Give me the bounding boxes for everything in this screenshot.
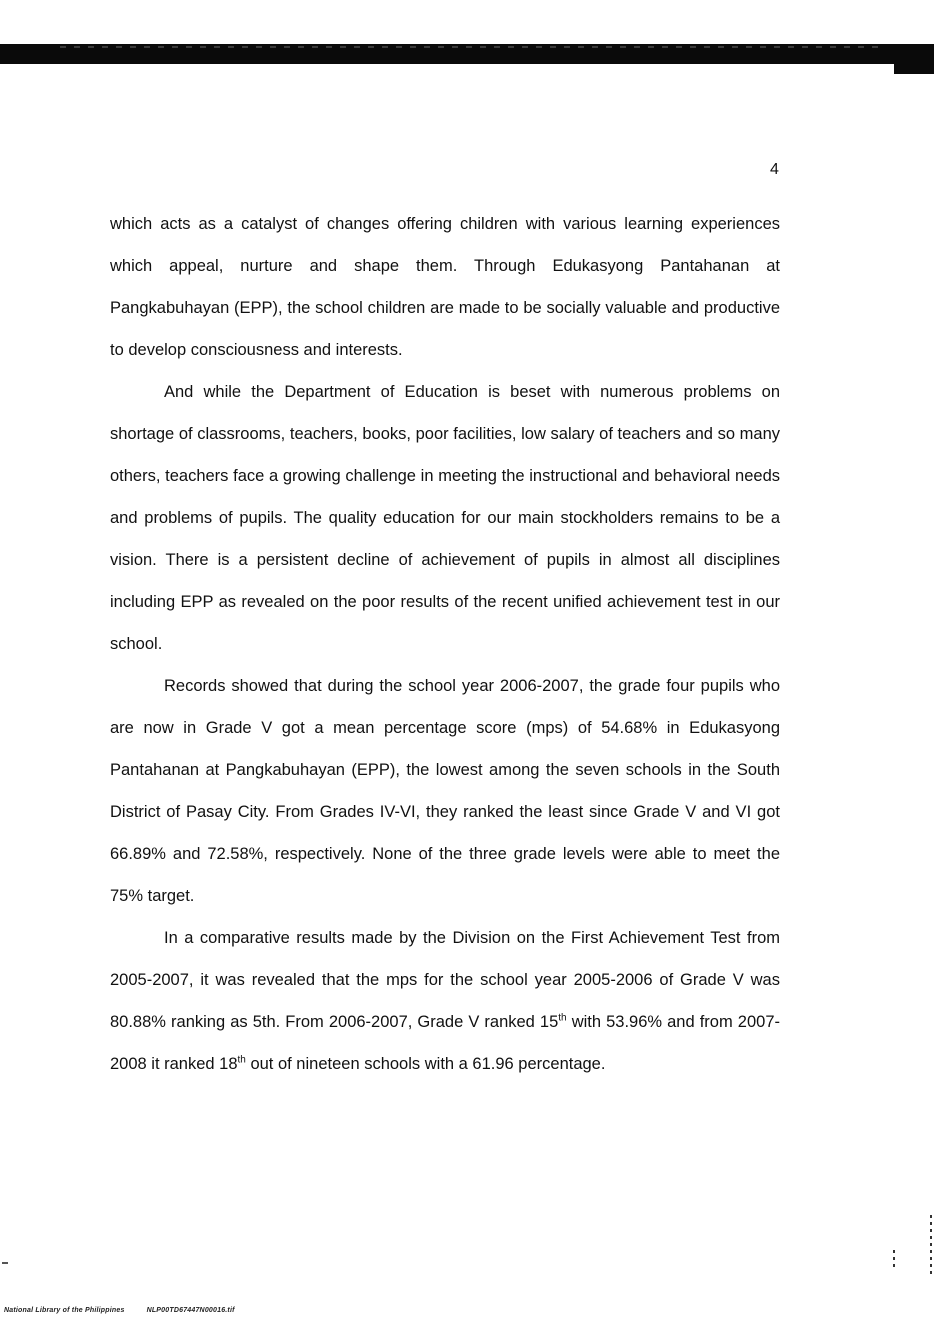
footer-stamp bbox=[4, 1307, 235, 1314]
paragraph-4 bbox=[110, 917, 780, 1085]
paragraph-4-part-b: with 53.96% and from 2007-2008 it ranked 18 bbox=[110, 1013, 780, 1073]
paragraph-4-part-a: In a comparative results made by the Division on the First Achievement Test from 2005-2007, it was revealed that the mps for the school year 2005-2006 of Grade V was 80.88% ranking as 5th. From 2006-2007, Grade V ranked 15 bbox=[110, 929, 780, 1031]
paragraph-4-part-c: out of nineteen schools with a 61.96 percentage. bbox=[245, 1055, 606, 1073]
footer-file-id: NLP00TD67447N00016.tif bbox=[146, 1307, 235, 1314]
paragraph-3: Records showed that during the school year 2006-2007, the grade four pupils who are now in Grade V got a mean percentage score (mps) of 54.68% in Edukasyong Pantahanan at Pangkabuhayan (EPP), the lowest among the seven schools in the South District of Pasay City. From Grades IV-VI, they ranked the least since Grade V and VI got 66.89% and 72.58%, respectively. None of the three grade levels were able to meet the 75% target. bbox=[110, 677, 780, 905]
scan-artifact-tick bbox=[2, 1262, 8, 1264]
scan-margin-mark bbox=[930, 1215, 932, 1275]
footer-library: National Library of the Philippines bbox=[4, 1307, 125, 1314]
ordinal-suffix-2: th bbox=[237, 1054, 246, 1066]
ordinal-suffix-1: th bbox=[558, 1012, 567, 1024]
scan-margin-mark bbox=[893, 1250, 895, 1268]
paragraph-2: And while the Department of Education is beset with numerous problems on shortage of classrooms, teachers, books, poor facilities, low salary of teachers and so many others, teachers face a growing challenge in meeting the instructional and behavioral needs and problems of pupils. The quality education for our main stockholders remains to be a vision. There is a persistent decline of achievement of pupils in almost all disciplines including EPP as revealed on the poor results of the recent unified achievement test in our school. bbox=[110, 383, 780, 653]
paragraph-1: which acts as a catalyst of changes offering children with various learning experiences which appeal, nurture and shape them. Through Edukasyong Pantahanan at Pangkabuhayan (EPP), the school children are made to be socially valuable and productive to develop consciousness and interests. bbox=[110, 215, 780, 359]
page-number: 4 bbox=[770, 161, 779, 178]
scan-border-notch bbox=[894, 44, 934, 74]
scan-border-speckle bbox=[60, 46, 880, 48]
